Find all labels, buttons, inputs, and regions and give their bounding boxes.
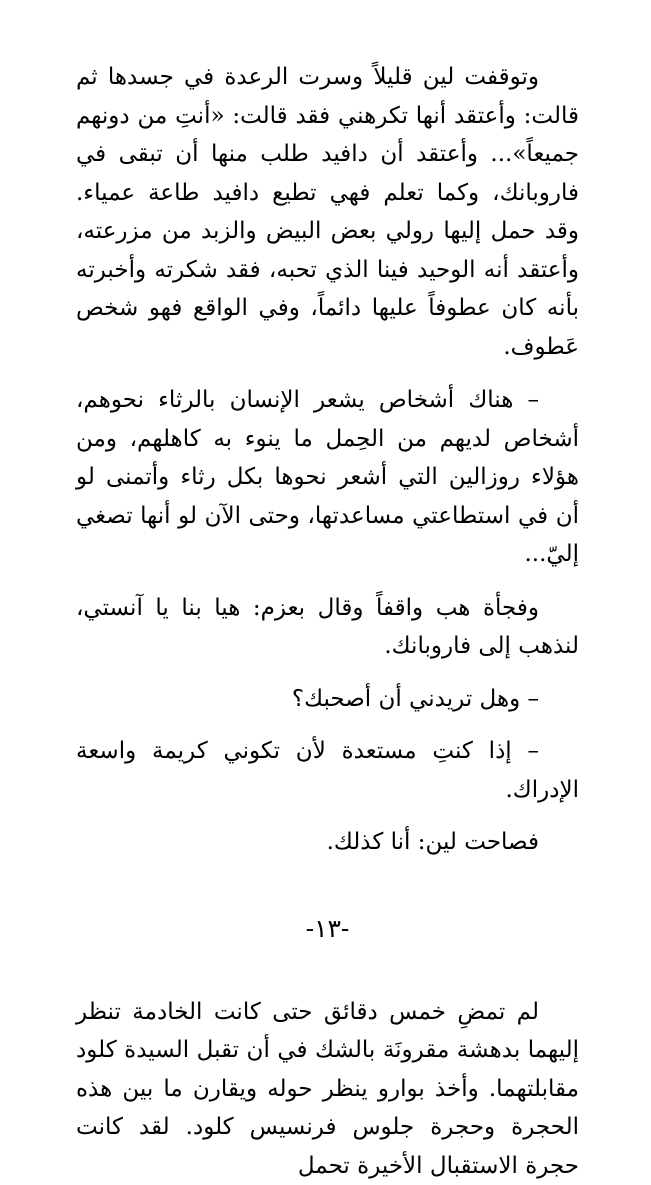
next-page-paragraph: لم تمضِ خمس دقائق حتى كانت الخادمة تنظر إليهما بدهشة مقرونَة بالشك في أن تقبل السيدة كلود مقابلتهما. وأخذ بوارو ينظر حوله ويقارن ما بين هذه الحجرة وحجرة جلوس فرنسيس كلود. لقد كانت حجرة الاستقبال الأخيرة تحمل xyxy=(76,993,579,1185)
paragraph-1: وتوقفت لين قليلاً وسرت الرعدة في جسدها ثم قالت: وأعتقد أنها تكرهني فقد قالت: «أنتِ من دونهم جميعاً»... وأعتقد أن دافيد طلب منها أن تبقى في فاروبانك، وكما تعلم فهي تطيع دافيد طاعة عمياء. وقد حمل إليها رولي بعض البيض والزبد من مزرعته، وأعتقد أنه الوحيد فينا الذي تحبه، فقد شكرته وأخبرته بأنه كان عطوفاً عليها دائماً، وفي الواقع فهو شخص عَطوف. xyxy=(76,58,579,366)
paragraph-2: – هناك أشخاص يشعر الإنسان بالرثاء نحوهم، أشخاص لديهم من الحِمل ما ينوء به كاهلهم، ومن هؤلاء روزالين التي أشعر نحوها بكل رثاء وأتمنى لو أن في استطاعتي مساعدتها، وحتى الآن لو أنها تصغي إليّ... xyxy=(76,381,579,574)
paragraph-4: فصاحت لين: أنا كذلك. xyxy=(76,823,579,862)
dialogue-line-2: – إذا كنتِ مستعدة لأن تكوني كريمة واسعة الإدراك. xyxy=(76,732,579,809)
dialogue-line-1: – وهل تريدني أن أصحبك؟ xyxy=(76,680,579,719)
paragraph-3: وفجأة هب واقفاً وقال بعزم: هيا بنا يا آنستي، لنذهب إلى فاروبانك. xyxy=(76,589,579,666)
page-number: -١٣- xyxy=(76,914,579,943)
